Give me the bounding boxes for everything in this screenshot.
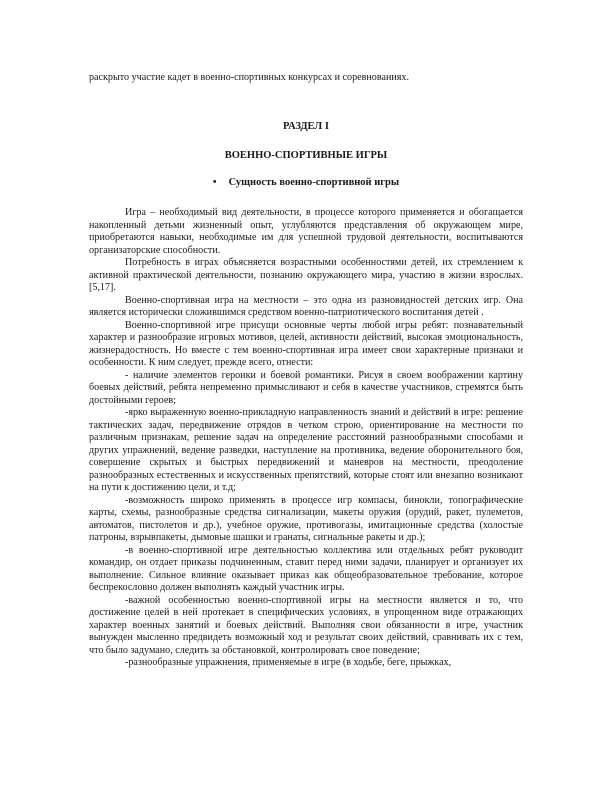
paragraph: Военно-спортивная игра на местности – это одна из разновидностей детских игр. Она является исторически сложившимся средством военно-патриотического воспитания детей .: [89, 294, 523, 318]
subtitle: [89, 177, 523, 190]
list-item: -важной особенностью военно-спортивной игры на местности является и то, что достижение целей в ней протекает в специфических условиях, в упрощенном виде отражающих характер военных занятий и боевых действий. Выполняя свои обязанности в игре, участник вынужден мысленно предвидеть возможный ход и результат своих действий, сравнивать их с тем, что было задумано, следить за обстановкой, контролировать свое поведение;: [89, 594, 523, 656]
chapter-title: ВОЕННО-СПОРТИВНЫЕ ИГРЫ: [224, 150, 388, 161]
paragraph: Игра – необходимый вид деятельности, в процессе которого применяется и обогащается накопленный детьми жизненный опыт, углубляются представления об окружающем мире, приобретаются навыки, необходимые им для успешной трудовой деятельности, воспитываются организаторские способности.: [89, 207, 523, 256]
document-page: [89, 72, 523, 772]
list-item: -в военно-спортивной игре деятельностью коллектива или отдельных ребят руководит командир, он отдает приказы подчиненным, ставит перед ними задачи, планирует и организует их выполнение. Сильное влияние оказывает приказ как общеобразовательное требование, которое беспрекословно должен выполнять каждый участник игры.: [89, 544, 523, 593]
list-item: - наличие элементов героики и боевой романтики. Рисуя в своем воображении картину боевых действий, ребята непременно примысливают и себя в качестве участников, стремятся быть достойными героев;: [89, 369, 523, 406]
list-item: -возможность широко применять в процессе игр компасы, бинокли, топографические карты, схемы, разнообразные средства сигнализации, макеты оружия (орудий, ракет, пулеметов, автоматов, пистолетов и др.), учебное оружие, противогазы, имитационные средства (холостые патроны, взрывпакеты, дымовые шашки и гранаты, сигнальные ракеты и др.);: [89, 494, 523, 543]
list-item: -ярко выраженную военно-прикладную направленность знаний и действий в игре: решение тактических задач, передвижение отрядов в четком строю, ориентирование на местности по различным признакам, решение задач на определение расстояний разнообразными способами и других упражнений, ведение разведки, наступление на противника, ведение оборонительного боя, совершение скрытых и быстрых передвижений и маневров на местности, преодоление разнообразных естественных и искусственных препятствий, которые стоят или внезапно возникают на пути к достижению цели, и т.д;: [89, 407, 523, 493]
paragraph: Военно-спортивной игре присущи основные черты любой игры ребят: познавательный характер и разнообразие игровых мотивов, целей, активности действий, высокая эмоциональность, жизнерадостность. Но вместе с тем военно-спортивная игра имеет свои характерные признаки и особенности. К ним следует, прежде всего, отнести:: [89, 319, 523, 368]
section-title: РАЗДЕЛ I: [283, 120, 329, 132]
subtitle-text: Сущность военно-спортивной игры: [228, 176, 400, 188]
bullet-icon: •: [212, 176, 217, 188]
list-item: -разнообразные упражнения, применяемые в игре (в ходьбе, беге, прыжках,: [125, 657, 452, 668]
intro-line: раскрыто участие кадет в военно-спортивных конкурсах и соревнованиях.: [89, 72, 409, 83]
paragraph: Потребность в играх объясняется возрастными особенностями детей, их стремлением к активной практической деятельности, познанию окружающего мира, участию в жизни взрослых. [5,17].: [89, 257, 523, 293]
